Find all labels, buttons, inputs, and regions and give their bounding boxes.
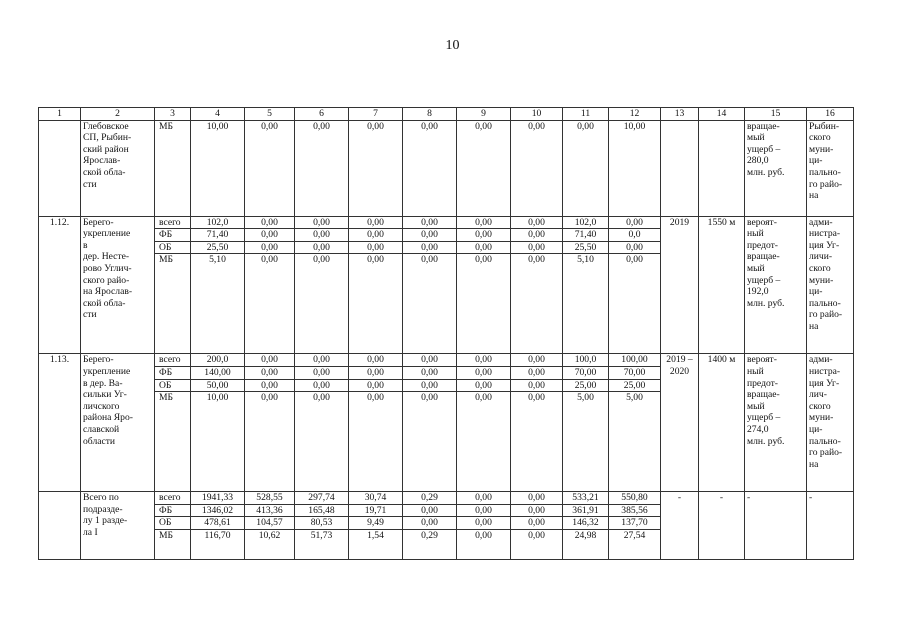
amount-cell: 50,00 bbox=[191, 379, 245, 392]
amount-cell: 0,00 bbox=[457, 366, 511, 379]
column-number-14: 14 bbox=[699, 108, 745, 121]
amount-cell: 0,00 bbox=[457, 229, 511, 242]
expected-effect: - bbox=[745, 492, 807, 560]
table-row bbox=[39, 216, 854, 229]
amount-cell: 140,00 bbox=[191, 366, 245, 379]
amount-cell: 25,50 bbox=[563, 241, 609, 254]
column-number-7: 7 bbox=[349, 108, 403, 121]
amount-cell: 0,00 bbox=[349, 354, 403, 367]
funding-source: ФБ bbox=[155, 504, 191, 517]
amount-cell: 550,80 bbox=[609, 492, 661, 505]
amount-cell: 0,00 bbox=[245, 241, 295, 254]
amount-cell: 0,00 bbox=[295, 354, 349, 367]
amount-cell: 0,29 bbox=[403, 529, 457, 559]
amount-cell: 10,00 bbox=[191, 120, 245, 216]
amount-cell: 1346,02 bbox=[191, 504, 245, 517]
object-name: Берего- укрепление в дер. Нестe- рово Углич- ского райо- на Ярослав- ской обла- сти bbox=[81, 216, 155, 354]
amount-cell: 0,00 bbox=[609, 216, 661, 229]
amount-cell: 25,00 bbox=[563, 379, 609, 392]
column-number-2: 2 bbox=[81, 108, 155, 121]
column-number-12: 12 bbox=[609, 108, 661, 121]
amount-cell: 0,00 bbox=[295, 216, 349, 229]
column-number-4: 4 bbox=[191, 108, 245, 121]
amount-cell: 0,00 bbox=[511, 254, 563, 354]
amount-cell: 0,00 bbox=[245, 216, 295, 229]
amount-cell: 0,00 bbox=[403, 241, 457, 254]
amount-cell: 0,00 bbox=[457, 254, 511, 354]
amount-cell: 0,00 bbox=[403, 379, 457, 392]
amount-cell: 25,00 bbox=[609, 379, 661, 392]
column-number-13: 13 bbox=[661, 108, 699, 121]
amount-cell: 70,00 bbox=[609, 366, 661, 379]
amount-cell: 0,29 bbox=[403, 492, 457, 505]
amount-cell: 385,56 bbox=[609, 504, 661, 517]
funding-source: МБ bbox=[155, 529, 191, 559]
amount-cell: 10,00 bbox=[609, 120, 661, 216]
amount-cell: 27,54 bbox=[609, 529, 661, 559]
funding-source: ФБ bbox=[155, 366, 191, 379]
amount-cell: 478,61 bbox=[191, 517, 245, 530]
amount-cell: 5,10 bbox=[563, 254, 609, 354]
amount-cell: 0,00 bbox=[403, 229, 457, 242]
amount-cell: 0,00 bbox=[457, 492, 511, 505]
funding-source: МБ bbox=[155, 254, 191, 354]
implementation-years: - bbox=[661, 492, 699, 560]
amount-cell: 0,00 bbox=[511, 379, 563, 392]
amount-cell: 0,00 bbox=[457, 354, 511, 367]
amount-cell: 0,00 bbox=[295, 229, 349, 242]
amount-cell: 0,00 bbox=[245, 379, 295, 392]
amount-cell: 0,00 bbox=[245, 366, 295, 379]
amount-cell: 5,10 bbox=[191, 254, 245, 354]
responsible-executor: - bbox=[807, 492, 854, 560]
table-row bbox=[39, 492, 854, 505]
amount-cell: 70,00 bbox=[563, 366, 609, 379]
amount-cell: 0,00 bbox=[563, 120, 609, 216]
amount-cell: 0,00 bbox=[403, 517, 457, 530]
column-number-8: 8 bbox=[403, 108, 457, 121]
amount-cell: 102,0 bbox=[563, 216, 609, 229]
amount-cell: 0,00 bbox=[403, 354, 457, 367]
amount-cell: 100,00 bbox=[609, 354, 661, 367]
amount-cell: 0,00 bbox=[403, 366, 457, 379]
page-number: 10 bbox=[445, 38, 460, 53]
amount-cell: 0,00 bbox=[609, 241, 661, 254]
column-number-3: 3 bbox=[155, 108, 191, 121]
responsible-executor: адми- нистра- ция Уг- лич- ского муни- ци- пально- го райо- на bbox=[807, 354, 854, 492]
table-row bbox=[39, 354, 854, 367]
funding-source: ОБ bbox=[155, 517, 191, 530]
funding-source: ФБ bbox=[155, 229, 191, 242]
amount-cell: 0,00 bbox=[349, 392, 403, 492]
amount-cell: 0,00 bbox=[457, 241, 511, 254]
amount-cell: 1,54 bbox=[349, 529, 403, 559]
amount-cell: 0,00 bbox=[511, 366, 563, 379]
amount-cell: 0,00 bbox=[349, 379, 403, 392]
amount-cell: 0,00 bbox=[349, 216, 403, 229]
budget-table bbox=[38, 107, 854, 560]
responsible-executor: адми- нистра- ция Уг- личи- ского муни- ци- пально- го райо- на bbox=[807, 216, 854, 354]
amount-cell: 0,00 bbox=[457, 517, 511, 530]
object-name: Берего- укрепление в дер. Ва- сильки Уг- личского района Яро- славской области bbox=[81, 354, 155, 492]
amount-cell: 0,00 bbox=[295, 254, 349, 354]
funding-source: ОБ bbox=[155, 379, 191, 392]
expected-effect: вращае- мый ущерб – 280,0 млн. руб. bbox=[745, 120, 807, 216]
amount-cell: 5,00 bbox=[563, 392, 609, 492]
table-body bbox=[39, 108, 854, 560]
funding-source: всего bbox=[155, 354, 191, 367]
item-number bbox=[39, 492, 81, 560]
amount-cell: 528,55 bbox=[245, 492, 295, 505]
object-name: Всего по подразде- лу 1 разде- ла I bbox=[81, 492, 155, 560]
amount-cell: 19,71 bbox=[349, 504, 403, 517]
amount-cell: 0,00 bbox=[295, 241, 349, 254]
amount-cell: 116,70 bbox=[191, 529, 245, 559]
amount-cell: 0,00 bbox=[403, 216, 457, 229]
length-value bbox=[699, 120, 745, 216]
funding-source: ОБ bbox=[155, 241, 191, 254]
amount-cell: 0,00 bbox=[511, 229, 563, 242]
length-value: 1400 м bbox=[699, 354, 745, 492]
amount-cell: 0,00 bbox=[457, 216, 511, 229]
amount-cell: 0,00 bbox=[511, 492, 563, 505]
amount-cell: 100,0 bbox=[563, 354, 609, 367]
amount-cell: 0,00 bbox=[349, 254, 403, 354]
amount-cell: 297,74 bbox=[295, 492, 349, 505]
amount-cell: 0,00 bbox=[403, 504, 457, 517]
amount-cell: 0,00 bbox=[511, 216, 563, 229]
amount-cell: 0,00 bbox=[403, 254, 457, 354]
amount-cell: 0,00 bbox=[609, 254, 661, 354]
amount-cell: 5,00 bbox=[609, 392, 661, 492]
column-number-5: 5 bbox=[245, 108, 295, 121]
amount-cell: 10,62 bbox=[245, 529, 295, 559]
column-number-16: 16 bbox=[807, 108, 854, 121]
length-value: - bbox=[699, 492, 745, 560]
amount-cell: 137,70 bbox=[609, 517, 661, 530]
amount-cell: 0,0 bbox=[609, 229, 661, 242]
amount-cell: 0,00 bbox=[511, 354, 563, 367]
amount-cell: 533,21 bbox=[563, 492, 609, 505]
implementation-years: 2019 – 2020 bbox=[661, 354, 699, 492]
amount-cell: 200,0 bbox=[191, 354, 245, 367]
column-number-15: 15 bbox=[745, 108, 807, 121]
amount-cell: 51,73 bbox=[295, 529, 349, 559]
expected-effect: вероят- ный предот- вращае- мый ущерб – 274,0 млн. руб. bbox=[745, 354, 807, 492]
amount-cell: 0,00 bbox=[457, 120, 511, 216]
implementation-years: 2019 bbox=[661, 216, 699, 354]
amount-cell: 24,98 bbox=[563, 529, 609, 559]
amount-cell: 0,00 bbox=[403, 120, 457, 216]
amount-cell: 146,32 bbox=[563, 517, 609, 530]
amount-cell: 25,50 bbox=[191, 241, 245, 254]
amount-cell: 30,74 bbox=[349, 492, 403, 505]
funding-source: всего bbox=[155, 492, 191, 505]
amount-cell: 9,49 bbox=[349, 517, 403, 530]
amount-cell: 71,40 bbox=[563, 229, 609, 242]
amount-cell: 0,00 bbox=[295, 379, 349, 392]
item-number: 1.12. bbox=[39, 216, 81, 354]
amount-cell: 102,0 bbox=[191, 216, 245, 229]
amount-cell: 0,00 bbox=[511, 504, 563, 517]
funding-source: МБ bbox=[155, 120, 191, 216]
amount-cell: 165,48 bbox=[295, 504, 349, 517]
amount-cell: 0,00 bbox=[245, 120, 295, 216]
amount-cell: 71,40 bbox=[191, 229, 245, 242]
amount-cell: 104,57 bbox=[245, 517, 295, 530]
column-number-header-row bbox=[39, 108, 854, 121]
amount-cell: 361,91 bbox=[563, 504, 609, 517]
amount-cell: 0,00 bbox=[295, 120, 349, 216]
amount-cell: 0,00 bbox=[511, 529, 563, 559]
column-number-1: 1 bbox=[39, 108, 81, 121]
amount-cell: 0,00 bbox=[457, 392, 511, 492]
amount-cell: 0,00 bbox=[295, 392, 349, 492]
implementation-years bbox=[661, 120, 699, 216]
table-row bbox=[39, 120, 854, 216]
item-number: 1.13. bbox=[39, 354, 81, 492]
responsible-executor: Рыбин- ского муни- ци- пально- го райо- на bbox=[807, 120, 854, 216]
amount-cell: 0,00 bbox=[295, 366, 349, 379]
column-number-11: 11 bbox=[563, 108, 609, 121]
column-number-9: 9 bbox=[457, 108, 511, 121]
amount-cell: 0,00 bbox=[349, 120, 403, 216]
column-number-10: 10 bbox=[511, 108, 563, 121]
amount-cell: 0,00 bbox=[349, 241, 403, 254]
amount-cell: 0,00 bbox=[245, 354, 295, 367]
funding-source: МБ bbox=[155, 392, 191, 492]
amount-cell: 0,00 bbox=[245, 229, 295, 242]
column-number-6: 6 bbox=[295, 108, 349, 121]
amount-cell: 10,00 bbox=[191, 392, 245, 492]
amount-cell: 0,00 bbox=[403, 392, 457, 492]
amount-cell: 0,00 bbox=[245, 254, 295, 354]
amount-cell: 0,00 bbox=[511, 120, 563, 216]
item-number bbox=[39, 120, 81, 216]
amount-cell: 0,00 bbox=[349, 229, 403, 242]
amount-cell: 80,53 bbox=[295, 517, 349, 530]
amount-cell: 0,00 bbox=[511, 241, 563, 254]
expected-effect: вероят- ный предот- вращае- мый ущерб – 192,0 млн. руб. bbox=[745, 216, 807, 354]
amount-cell: 413,36 bbox=[245, 504, 295, 517]
amount-cell: 0,00 bbox=[457, 379, 511, 392]
amount-cell: 0,00 bbox=[511, 517, 563, 530]
amount-cell: 0,00 bbox=[349, 366, 403, 379]
amount-cell: 0,00 bbox=[457, 529, 511, 559]
funding-source: всего bbox=[155, 216, 191, 229]
object-name: Глебовское СП, Рыбин- ский район Ярослав- ской обла- сти bbox=[81, 120, 155, 216]
length-value: 1550 м bbox=[699, 216, 745, 354]
amount-cell: 1941,33 bbox=[191, 492, 245, 505]
amount-cell: 0,00 bbox=[511, 392, 563, 492]
amount-cell: 0,00 bbox=[245, 392, 295, 492]
amount-cell: 0,00 bbox=[457, 504, 511, 517]
